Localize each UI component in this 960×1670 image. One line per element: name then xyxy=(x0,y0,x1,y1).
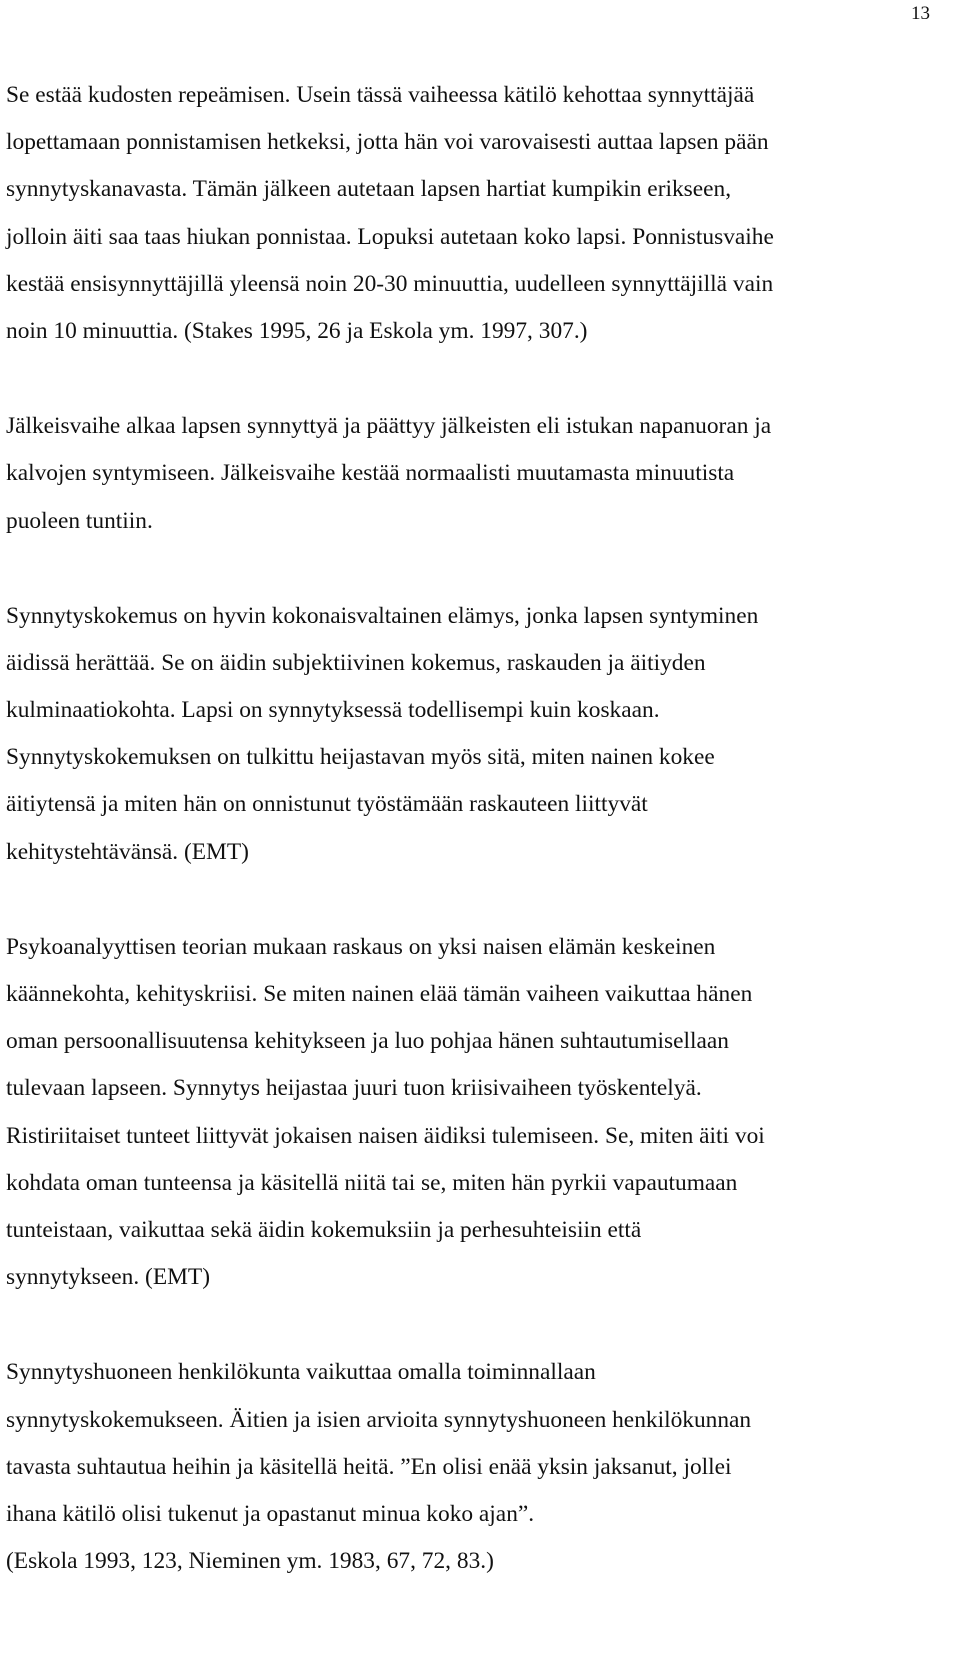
text-line: äidissä herättää. Se on äidin subjektiivinen kokemus, raskauden ja äitiyden xyxy=(6,649,706,676)
text-line: ihana kätilö olisi tukenut ja opastanut minua koko ajan”. xyxy=(6,1500,535,1527)
text-line: kohdata oman tunteensa ja käsitellä niitä tai se, miten hän pyrkii vapautumaan xyxy=(6,1169,738,1196)
text-line: tunteistaan, vaikuttaa sekä äidin kokemuksiin ja perhesuhteisiin että xyxy=(6,1216,642,1243)
text-line: Synnytyskokemus on hyvin kokonaisvaltainen elämys, jonka lapsen syntyminen xyxy=(6,602,759,629)
text-line: Jälkeisvaihe alkaa lapsen synnyttyä ja päättyy jälkeisten eli istukan napanuoran ja xyxy=(6,413,772,440)
paragraph-birth-pushing-stage xyxy=(6,72,951,355)
text-line: Se estää kudosten repeämisen. Usein tässä vaiheessa kätilö kehottaa synnyttäjää xyxy=(6,82,755,108)
text-line: synnytyskanavasta. Tämän jälkeen autetaan lapsen hartiat kumpikin erikseen, xyxy=(6,176,732,203)
text-line: noin 10 minuuttia. (Stakes 1995, 26 ja Eskola ym. 1997, 307.) xyxy=(6,317,588,344)
citation-line: (Eskola 1993, 123, Nieminen ym. 1983, 67, 72, 83.) xyxy=(6,1548,494,1575)
text-line: kehitystehtävänsä. (EMT) xyxy=(6,838,249,865)
text-line: jolloin äiti saa taas hiukan ponnistaa. Lopuksi autetaan koko lapsi. Ponnistusvaihe xyxy=(6,223,774,250)
page-number: 13 xyxy=(911,3,930,24)
text-line: Ristiriitaiset tunteet liittyvät jokaisen naisen äidiksi tulemiseen. Se, miten äiti voi xyxy=(6,1122,765,1149)
paragraph-psychoanalytic-theory xyxy=(6,924,951,1302)
text-line: lopettamaan ponnistamisen hetkeksi, jotta hän voi varovaisesti auttaa lapsen pään xyxy=(6,129,769,156)
paragraph-delivery-room-staff xyxy=(6,1349,951,1585)
text-line: kestää ensisynnyttäjillä yleensä noin 20-30 minuuttia, uudelleen synnyttäjillä vain xyxy=(6,270,774,297)
text-line: Psykoanalyyttisen teorian mukaan raskaus on yksi naisen elämän keskeinen xyxy=(6,933,716,960)
paragraph-birth-experience xyxy=(6,593,951,876)
text-line: käännekohta, kehityskriisi. Se miten nainen elää tämän vaiheen vaikuttaa hänen xyxy=(6,981,753,1007)
text-line: puoleen tuntiin. xyxy=(6,507,153,534)
text-line: äitiytensä ja miten hän on onnistunut työstämään raskauteen liittyvät xyxy=(6,791,648,818)
paragraph-afterbirth-stage xyxy=(6,403,951,545)
text-line: tulevaan lapseen. Synnytys heijastaa juuri tuon kriisivaiheen työskentelyä. xyxy=(6,1075,702,1102)
text-line: synnytykseen. (EMT) xyxy=(6,1264,210,1291)
text-line: oman persoonallisuutensa kehitykseen ja luo pohjaa hänen suhtautumisellaan xyxy=(6,1028,729,1055)
text-line: kalvojen syntymiseen. Jälkeisvaihe kestää normaalisti muutamasta minuutista xyxy=(6,460,735,487)
document-body xyxy=(6,72,951,1585)
text-line: kulminaatiokohta. Lapsi on synnytyksessä todellisempi kuin koskaan. xyxy=(6,697,660,724)
text-line: Synnytyskokemuksen on tulkittu heijastavan myös sitä, miten nainen kokee xyxy=(6,744,715,771)
text-line: synnytyskokemukseen. Äitien ja isien arvioita synnytyshuoneen henkilökunnan xyxy=(6,1406,752,1433)
text-line: Synnytyshuoneen henkilökunta vaikuttaa omalla toiminnallaan xyxy=(6,1359,596,1386)
text-line: tavasta suhtautua heihin ja käsitellä heitä. ”En olisi enää yksin jaksanut, jollei xyxy=(6,1453,732,1480)
